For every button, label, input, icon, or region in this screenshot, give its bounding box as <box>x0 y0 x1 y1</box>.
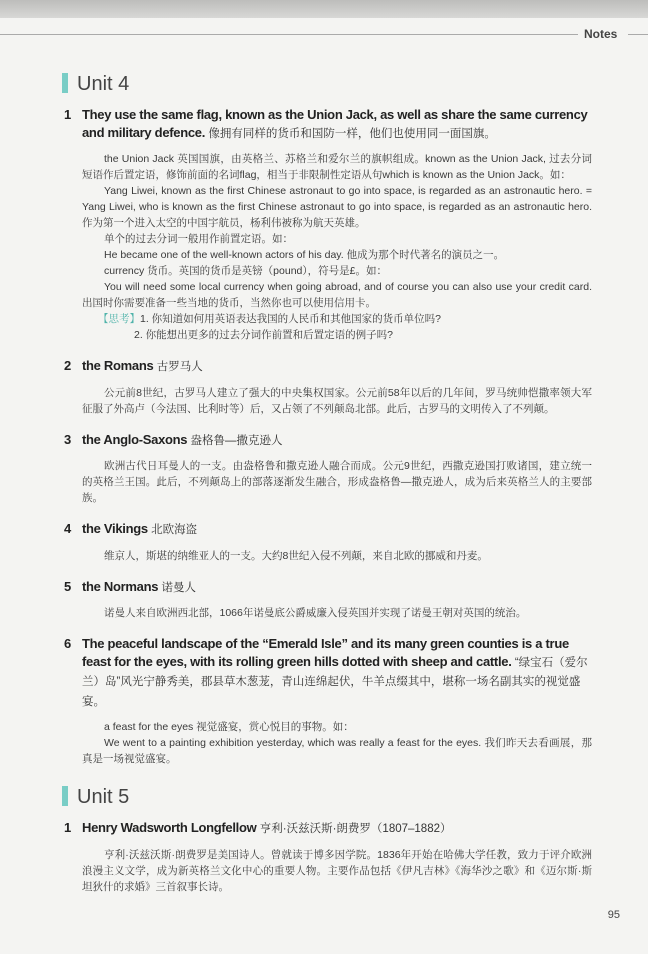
paragraph: Yang Liwei, known as the first Chinese astronaut to go into space, is regarded as an astronautic hero. = Yang Liwei, who is known as the first Chinese astronaut to go into space, is regarded as an astronautic hero. 作为第一个进入太空的中国宇航员，杨利伟被称为航天英雄。 <box>82 185 592 229</box>
item-title: the Normans <box>82 578 159 594</box>
item-title: the Romans <box>82 358 154 373</box>
note-item-4 <box>64 520 594 540</box>
note-body-2 <box>82 385 592 417</box>
paragraph: 亨利·沃兹沃斯·朗费罗是美国诗人。曾就读于博多因学院。1836年开始在哈佛大学任教，致力于评介欧洲浪漫主义文学，成为新英格兰文化中心的重要人物。主要作品包括《伊凡吉林》《海华沙之歌》和《迈尔斯·斯坦狄什的求婚》三首叙事长诗。 <box>82 848 592 893</box>
think-label: 【思考】 <box>98 313 140 325</box>
unit-title: Unit 5 <box>77 786 130 808</box>
item-translation: 盎格鲁—撒克逊人 <box>190 434 283 447</box>
unit5-note-item-1 <box>64 819 594 839</box>
item-number: 6 <box>64 636 71 651</box>
think-question: 2. 你能想出更多的过去分词作前置和后置定语的例子吗? <box>134 329 394 341</box>
note-body-3 <box>82 458 592 506</box>
item-number: 3 <box>64 431 71 447</box>
item-number: 1 <box>64 820 71 835</box>
item-translation: 北欧海盗 <box>151 524 198 536</box>
note-item-6 <box>64 635 594 711</box>
heading-bar <box>62 786 68 806</box>
paragraph: 单个的过去分词一般用作前置定语。如： <box>104 233 293 245</box>
note-body-5 <box>82 605 592 621</box>
paragraph: 维京人，斯堪的纳维亚人的一支。大约8世纪入侵不列颠，来自北欧的挪威和丹麦。 <box>104 549 488 562</box>
item-translation: 古罗马人 <box>156 361 203 373</box>
note-item-5 <box>64 578 594 598</box>
item-title: The peaceful landscape of the “Emerald Isle” and its many green counties is a true feast for the eyes, with its rolling green hills dotted with sheep and cattle. <box>82 636 569 669</box>
item-number: 1 <box>64 107 71 122</box>
note-item-1 <box>64 106 594 143</box>
note-body-4 <box>82 548 592 564</box>
item-number: 5 <box>64 578 71 594</box>
paragraph: We went to a painting exhibition yesterday, which was really a feast for the eyes. 我们昨天去看画展，那真是一场视觉盛宴。 <box>82 737 592 765</box>
paragraph: 欧洲古代日耳曼人的一支。由盎格鲁和撒克逊人融合而成。公元9世纪，西撒克逊国打败诸国，建立统一的英格兰王国。此后，不列颠岛上的部落逐渐发生融合，形成盎格鲁—撒克逊人，成为后来英格兰人的主要部族。 <box>82 460 592 504</box>
note-body-1 <box>82 151 592 343</box>
item-number: 4 <box>64 521 71 536</box>
page-number: 95 <box>607 908 620 921</box>
paragraph: 诺曼人来自欧洲西北部，1066年诺曼底公爵威廉入侵英国并实现了诺曼王朝对英国的统治。 <box>104 607 527 619</box>
think-question: 1. 你知道如何用英语表达我国的人民币和其他国家的货币单位吗? <box>140 313 442 325</box>
item-title: Henry Wadsworth Longfellow <box>82 820 257 835</box>
item-translation: “绿宝石（爱尔兰）岛”风光宁静秀美，郡县草木葱茏，青山连绵起伏，牛羊点缀其中，堪称一场名副其实的视觉盛宴。 <box>82 656 588 708</box>
paragraph: the Union Jack 英国国旗，由英格兰、苏格兰和爱尔兰的旗帜组成。known as the Union Jack, 过去分词短语作后置定语，修饰前面的名词flag，相当于非限制性定语从句which is known as the Union Jack。如： <box>82 153 592 181</box>
unit5-note-body-1 <box>82 847 592 895</box>
item-title: the Vikings <box>82 521 148 536</box>
item-title: They use the same flag, known as the Union Jack, as well as share the same currency and military defence. <box>82 107 588 140</box>
unit-4-heading <box>62 72 594 96</box>
item-translation: 像拥有同样的货币和国防一样，他们也使用同一面国旗。 <box>208 127 496 140</box>
item-translation: 诺曼人 <box>161 581 196 594</box>
paragraph: He became one of the well-known actors of his day. 他成为那个时代著名的演员之一。 <box>104 249 505 261</box>
note-item-2 <box>64 357 594 377</box>
paragraph: 公元前8世纪，古罗马人建立了强大的中央集权国家。公元前58年以后的几年间，罗马统帅恺撒率领大军征服了外高卢（今法国、比利时等）后，又占领了不列颠岛北部。此后，古罗马的文明传入了不列颠。 <box>82 386 592 415</box>
item-translation: 亨利·沃兹沃斯·朗费罗（1807–1882） <box>259 823 452 835</box>
heading-bar <box>62 73 68 93</box>
note-item-3 <box>64 431 594 451</box>
unit-title: Unit 4 <box>77 73 130 95</box>
paragraph: a feast for the eyes 视觉盛宴，赏心悦目的事物。如： <box>104 721 354 733</box>
item-title: the Anglo-Saxons <box>82 431 188 447</box>
paragraph: You will need some local currency when going abroad, and of course you can also use your credit card. 出国时你需要准备一些当地的货币，当然你也可以使用信用卡。 <box>82 281 592 309</box>
note-body-6 <box>82 719 592 767</box>
section-label: Notes <box>584 27 618 41</box>
item-number: 2 <box>64 358 71 373</box>
header-rule-right <box>628 34 648 35</box>
paragraph: currency 货币。英国的货币是英镑（pound），符号是£。如： <box>104 265 387 277</box>
unit-5-heading <box>62 785 594 809</box>
